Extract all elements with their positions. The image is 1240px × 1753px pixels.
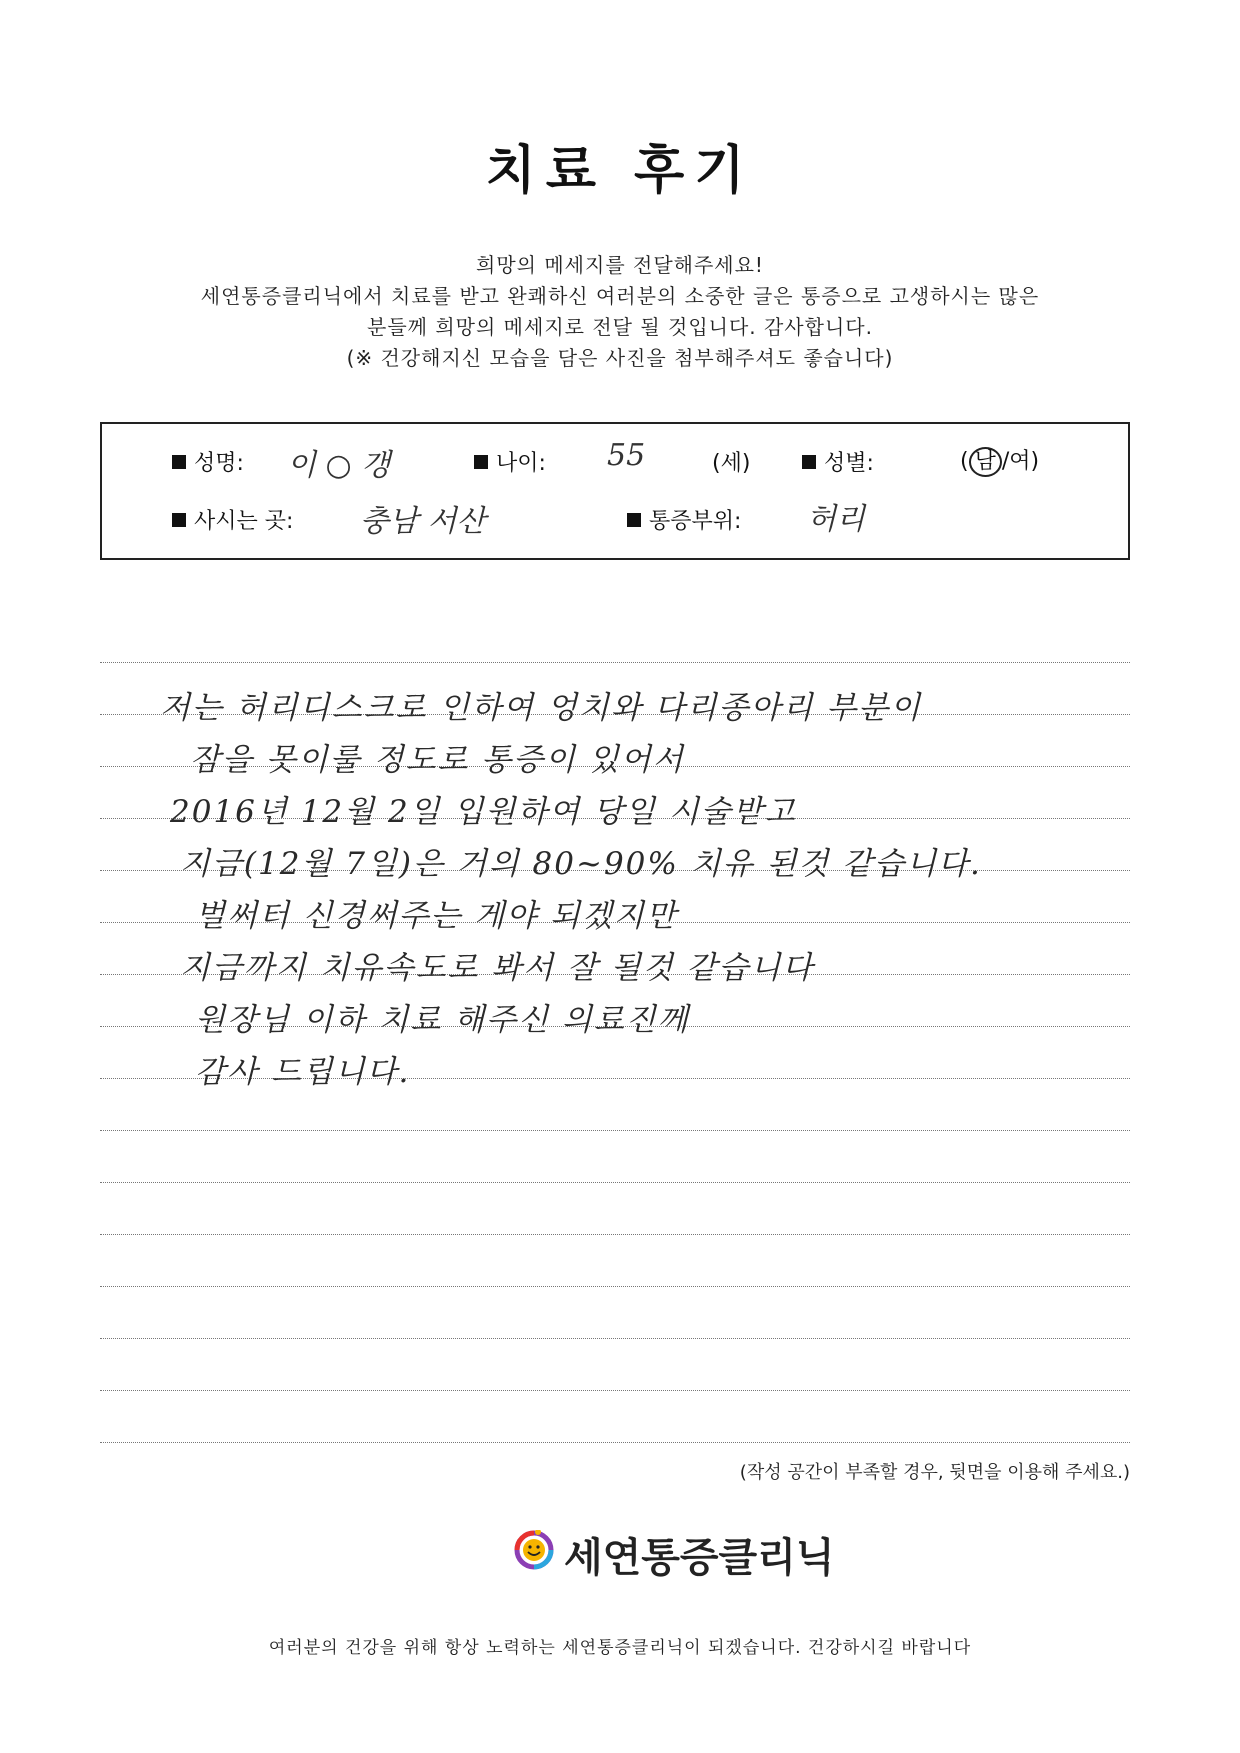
pain-area-field-value[interactable]: 허리 (807, 502, 865, 537)
intro-line: 세연통증클리닉에서 치료를 받고 완쾌하신 여러분의 소중한 글은 통증으로 고생하시는 많은 (200, 284, 1040, 308)
space-note: (작성 공간이 부족할 경우, 뒷면을 이용해 주세요.) (739, 1462, 1130, 1483)
age-unit: (세) (712, 451, 751, 476)
logo-text: 세연통증클리닉 (564, 1535, 835, 1581)
bullet-square-icon (172, 513, 186, 527)
ruled-line (100, 1390, 1130, 1391)
handwritten-line: 지금까지 치유속도로 봐서 잘 될것 같습니다 (180, 950, 815, 986)
bullet-square-icon (627, 513, 641, 527)
footer-text: 여러분의 건강을 위해 항상 노력하는 세연통증클리닉이 되겠습니다. 건강하시길 바랍니다 (268, 1638, 972, 1658)
handwritten-line: 잠을 못이룰 정도로 통증이 있어서 (190, 742, 685, 778)
age-field-label: 나이: (474, 446, 546, 477)
page-title: 치료 후기 (485, 141, 755, 201)
ruled-line (100, 1442, 1130, 1443)
gender-options[interactable]: ( 남 /여) (960, 444, 1039, 477)
ruled-line (100, 1338, 1130, 1339)
pain-area-field-label: 통증부위: (627, 504, 741, 535)
clinic-logo (500, 1508, 835, 1588)
handwritten-line: 벌써터 신경써주는 게야 되겠지만 (195, 898, 678, 934)
bullet-square-icon (802, 455, 816, 469)
ruled-line (100, 662, 1130, 663)
name-field-label: 성명: (172, 446, 244, 477)
gender-female[interactable]: 여) (1009, 449, 1040, 474)
bullet-square-icon (172, 455, 186, 469)
bullet-square-icon (474, 455, 488, 469)
name-field-value[interactable]: 이 ○ 갱 (287, 448, 391, 483)
ruled-line (100, 1182, 1130, 1183)
intro-line: 분들께 희망의 메세지로 전달 될 것입니다. 감사합니다. (367, 315, 873, 339)
info-box (100, 422, 1130, 560)
handwritten-line: 저는 허리디스크로 인하여 엉치와 다리종아리 부분이 (160, 690, 923, 726)
age-field-value[interactable]: 55 (607, 438, 646, 473)
residence-field-value[interactable]: 충남 서산 (360, 504, 486, 539)
intro-line: 희망의 메세지를 전달해주세요! (476, 253, 764, 277)
intro-text (100, 250, 1140, 374)
handwritten-line: 2016년 12월 2일 입원하여 당일 시술받고 (170, 794, 797, 830)
gender-field-label: 성별: (802, 446, 874, 477)
ruled-line (100, 1234, 1130, 1235)
ruled-line (100, 1286, 1130, 1287)
smile-sun-icon (514, 1530, 554, 1570)
residence-field-label: 사시는 곳: (172, 504, 293, 535)
ruled-line (100, 1130, 1130, 1131)
gender-male-circled[interactable]: 남 (969, 447, 1002, 477)
handwritten-line: 감사 드립니다. (195, 1054, 411, 1090)
handwritten-line: 지금(12월 7일)은 거의 80~90% 치유 된것 같습니다. (180, 846, 982, 882)
intro-line: (※ 건강해지신 모습을 담은 사진을 첨부해주셔도 좋습니다) (346, 346, 894, 370)
handwritten-line: 원장님 이하 치료 해주신 의료진께 (195, 1002, 690, 1038)
